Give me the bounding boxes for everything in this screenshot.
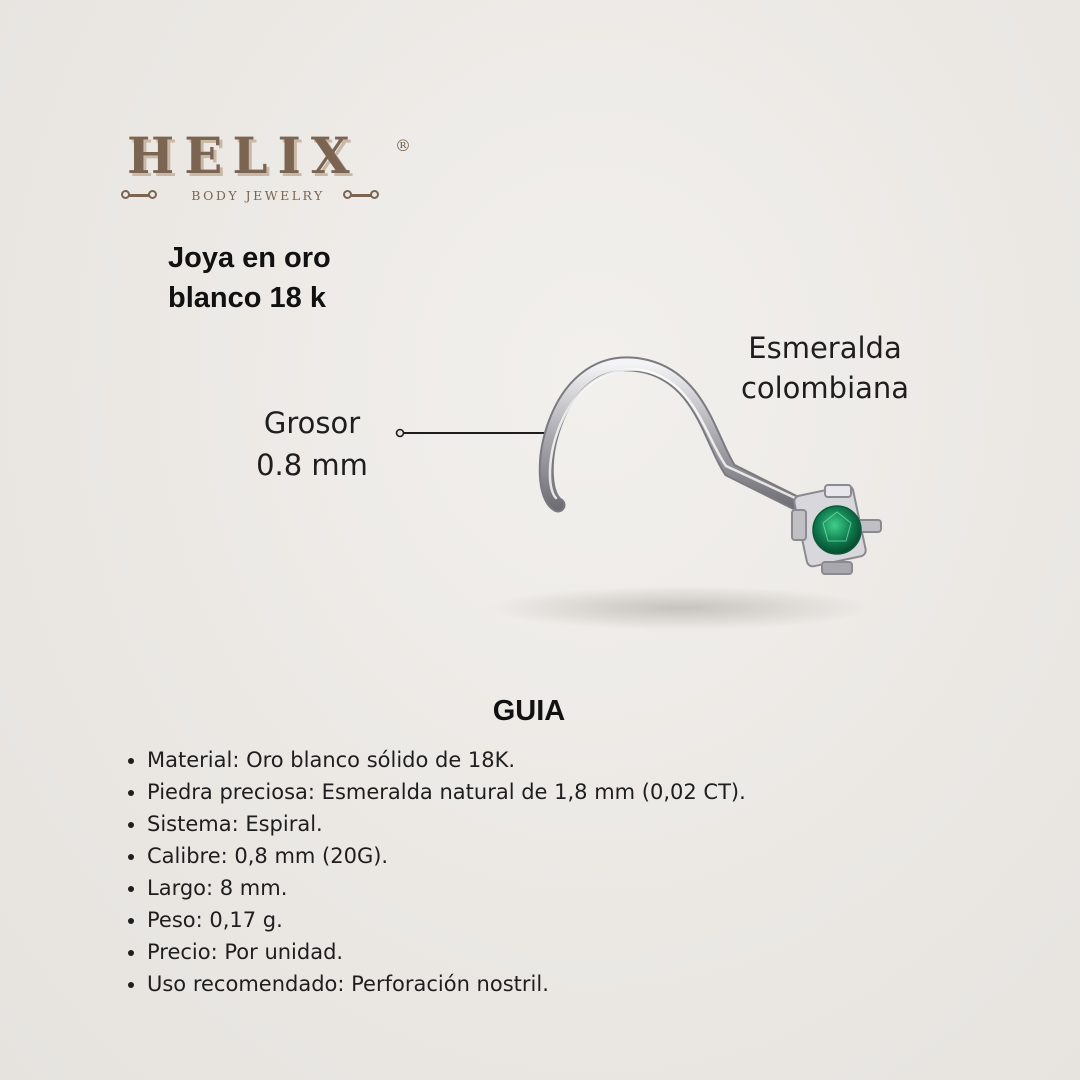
headline-line-2: blanco 18 k <box>168 282 326 314</box>
list-item: • Precio: Por unidad. <box>147 936 746 968</box>
stone-callout-line-1: Esmeralda <box>748 331 902 365</box>
list-item: • Largo: 8 mm. <box>147 872 746 904</box>
nose-screw-image <box>380 340 940 650</box>
list-item: • Material: Oro blanco sólido de 18K. <box>147 744 746 776</box>
list-item: • Sistema: Espiral. <box>147 808 746 840</box>
emerald-stone <box>813 506 861 554</box>
list-item: • Uso recomendado: Perforación nostril. <box>147 968 746 1000</box>
list-item: • Piedra preciosa: Esmeralda natural de 1,8 mm (0,02 CT). <box>147 776 746 808</box>
headline-line-1: Joya en oro <box>168 242 331 274</box>
registered-mark: ® <box>395 136 411 155</box>
brand-logo <box>125 118 425 208</box>
stone-callout-line-2: colombiana <box>740 371 910 405</box>
product-headline <box>168 238 408 318</box>
thickness-callout <box>232 402 392 486</box>
thickness-callout-line-1: Grosor <box>263 406 361 440</box>
guide-list <box>120 744 746 1000</box>
list-item: • Calibre: 0,8 mm (20G). <box>147 840 746 872</box>
guide-title: GUIA <box>492 695 566 727</box>
barbell-icon <box>347 194 375 197</box>
brand-name: HELIX <box>127 126 360 185</box>
brand-tagline: BODY JEWELRY <box>191 188 325 203</box>
jewel-shadow <box>490 586 870 630</box>
thickness-callout-line-2: 0.8 mm <box>256 448 368 482</box>
leader-dot <box>397 430 404 437</box>
list-item: • Peso: 0,17 g. <box>147 904 746 936</box>
